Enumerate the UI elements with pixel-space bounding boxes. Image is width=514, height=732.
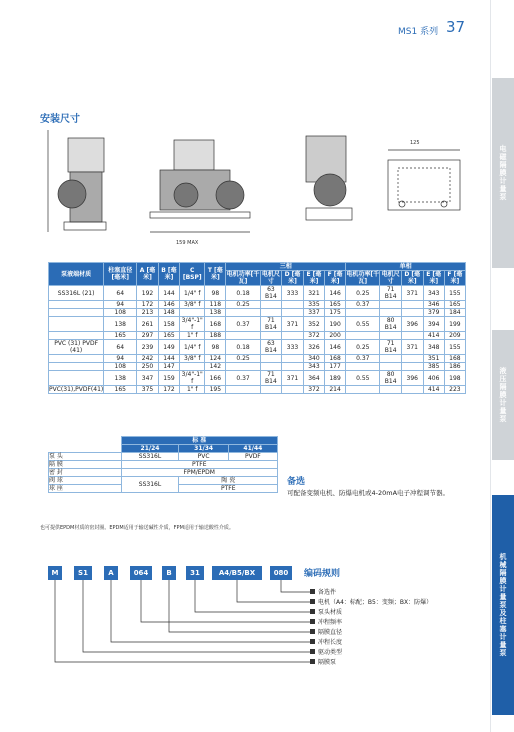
bullet-square-icon [310,599,315,604]
table-cell [226,363,260,371]
table-cell: 138 [104,371,137,386]
table-cell: 94 [104,301,137,309]
table-cell: 94 [104,355,137,363]
col-c: C [BSP] [180,263,205,286]
table-cell: 321 [303,286,324,301]
table-cell: 0.25 [346,286,380,301]
side-tab-electromagnetic[interactable]: 电磁隔膜计量泵 [492,78,514,268]
table-cell: 379 [423,309,444,317]
table-cell [346,363,380,371]
base-plan-view [388,150,460,210]
table-cell [49,363,104,371]
table-cell [49,355,104,363]
table-cell: 146 [325,340,346,355]
table-cell [401,355,423,363]
code-legend-item [310,657,336,666]
code-legend-item [310,637,342,646]
table-cell: 214 [325,386,346,394]
col-pump-material: 泵液端材质 [49,263,104,286]
table-cell: 172 [137,301,159,309]
table-cell: PVC (31) PVDF (41) [49,340,104,355]
table-cell: 340 [303,355,324,363]
col-f-1: F [毫米] [444,271,465,286]
table-cell [49,301,104,309]
code-box-motor: A4/B5/BX [212,566,262,580]
col-b: B [毫米] [158,263,179,286]
table-cell: 71 B14 [380,340,401,355]
table-cell: 147 [158,363,179,371]
side-tab-mechanical[interactable]: 机械隔膜计量泵及柱塞计量泵 [492,495,514,715]
col-power-3: 电机功率[千瓦] [226,271,260,285]
table-cell: 146 [158,301,179,309]
code-legend-item [310,617,342,626]
table-cell: 3/8" f [180,301,205,309]
table-cell: 149 [158,340,179,355]
table-cell: 148 [158,309,179,317]
col-single-phase: 单相 [346,263,466,271]
table-cell [380,386,401,394]
table-cell [346,386,380,394]
series-label: MS1 系列 [398,27,439,37]
table-cell [282,301,304,309]
table-cell: 371 [282,371,304,386]
code-legend-label: 隔膜泵 [318,659,337,666]
table-cell: 165 [444,301,465,309]
table-cell: 1/4" f [180,340,205,355]
table-cell: 98 [205,286,226,301]
table-cell: 155 [444,286,465,301]
table-cell: 71 B14 [380,286,401,301]
table-cell: 343 [423,286,444,301]
table-cell: 394 [423,317,444,332]
code-legend-item [310,627,342,636]
table-cell [282,309,304,317]
table-cell [226,332,260,340]
table-cell: 0.25 [346,340,380,355]
table-cell: 165 [158,332,179,340]
table-cell: 64 [104,340,137,355]
code-legend-label: 驱动类型 [318,649,343,656]
options-title: 备选 [287,477,306,487]
table-cell: 352 [303,317,324,332]
table-cell: 348 [423,340,444,355]
bullet-square-icon [310,609,315,614]
code-31-34: 31/34 [179,445,228,453]
table-cell: 343 [303,363,324,371]
table-cell: 3/4"-1" f [181,371,203,385]
table-cell [260,355,281,363]
table-cell [260,363,281,371]
table-cell [380,363,401,371]
table-cell [380,332,401,340]
table-cell: 250 [137,363,159,371]
code-legend-label: 泵头材质 [318,609,343,616]
table-cell: 71 B14 [260,317,281,332]
table-cell: 188 [205,332,226,340]
table-cell: 0.25 [226,301,260,309]
code-21-24: 21/24 [121,445,179,453]
table-cell: 158 [158,317,179,332]
table-cell: 375 [137,386,159,394]
code-legend-label: 电机（A4：标配；B5：变频；BX：防爆） [318,599,433,606]
table-cell: 144 [158,355,179,363]
table-row [49,301,466,309]
table-row [49,309,466,317]
table-cell: 406 [423,371,444,386]
code-legend-label: 冲程频率 [318,619,343,626]
table-row [49,355,466,363]
table-cell [346,309,380,317]
table-row [49,340,466,355]
table-cell [380,309,401,317]
table-cell [346,332,380,340]
table-cell [260,332,281,340]
table-cell: 0.37 [346,355,380,363]
table-cell [401,363,423,371]
table-cell: 335 [303,301,324,309]
table-cell: 209 [444,332,465,340]
table-cell: 175 [325,309,346,317]
options-text: 可配备变频电机、防爆电机或4-20mA电子冲程调节器。 [287,489,450,497]
dim-label-125: 125 [410,140,420,146]
code-box-s1: S1 [74,566,92,580]
table-cell: 347 [137,371,159,386]
table-cell: 199 [444,317,465,332]
table-cell: 146 [325,286,346,301]
table-cell: 0.18 [226,340,260,355]
table-cell: 239 [137,340,159,355]
table-cell: 198 [444,371,465,386]
table-cell: 371 [282,317,304,332]
table-cell: 333 [282,286,304,301]
table-cell: 0.55 [346,371,380,386]
table-cell: 71 B14 [260,371,281,386]
table-cell [401,386,423,394]
bullet-square-icon [310,649,315,654]
table-cell [282,386,304,394]
table-cell: 98 [205,340,226,355]
table-row [49,286,466,301]
mat-row-label: 隔 膜 [49,461,122,469]
col-e-3: E [毫米] [303,271,324,286]
table-cell: 223 [444,386,465,394]
table-cell: 165 [104,386,137,394]
table-cell: 3/8" f [180,355,205,363]
table-cell: 80 B14 [380,371,401,386]
col-size-1: 电机尺寸 [381,271,400,285]
col-d-3: D [毫米] [282,271,304,286]
table-cell [380,355,401,363]
table-cell [226,386,260,394]
code-leader-lines [48,580,318,680]
code-legend-item [310,647,342,656]
code-box-m: M [48,566,62,580]
pump-end-view [306,136,352,220]
mat-cell: SS316L [121,453,179,461]
table-cell: 213 [137,309,159,317]
bullet-square-icon [310,639,315,644]
table-cell: 142 [205,363,226,371]
table-cell [49,371,104,386]
col-f-3: F [毫米] [325,271,346,286]
table-cell: 118 [205,301,226,309]
table-cell [401,332,423,340]
table-cell: 0.37 [226,317,260,332]
table-cell [401,309,423,317]
table-cell: 64 [104,286,137,301]
table-cell [260,386,281,394]
col-e-1: E [毫米] [423,271,444,286]
table-cell: 372 [303,332,324,340]
table-cell: 1" f [180,386,205,394]
code-legend-label: 冲程长度 [318,639,343,646]
col-a: A [毫米] [137,263,159,286]
table-cell: 0.37 [346,301,380,309]
table-cell: 144 [158,286,179,301]
table-cell [49,332,104,340]
table-cell: 200 [325,332,346,340]
table-cell: 242 [137,355,159,363]
table-cell: 108 [104,363,137,371]
material-header: 标 准 [121,437,278,445]
table-cell: 168 [205,317,226,332]
table-row [49,371,466,386]
mat-cell: PVDF [228,453,277,461]
table-cell: PVC(31),PVDF(41) [49,386,104,393]
table-cell: 186 [444,363,465,371]
table-cell: 364 [303,371,324,386]
code-legend-item [310,597,432,606]
table-cell [180,363,205,371]
table-cell: 3/4"-1" f [181,317,203,331]
table-cell: 326 [303,340,324,355]
table-cell: 168 [325,355,346,363]
table-cell [401,301,423,309]
table-cell: 138 [104,317,137,332]
table-cell: 414 [423,386,444,394]
table-row [49,317,466,332]
table-cell: 0.18 [226,286,260,301]
code-legend-item [310,587,336,596]
table-cell [282,355,304,363]
code-box-a: A [104,566,118,580]
table-row [49,386,466,394]
table-cell: 0.55 [346,317,380,332]
pump-front-view [48,130,106,232]
table-cell [260,309,281,317]
mat-cell: 陶 瓷 [179,477,278,485]
code-box-31: 31 [186,566,204,580]
dim-label-159max: 159 MAX [176,240,199,246]
code-41-44: 41/44 [228,445,277,453]
table-cell [282,332,304,340]
table-cell: 297 [137,332,159,340]
table-cell: 159 [158,371,179,386]
mat-cell: PTFE [121,461,278,469]
table-cell: 351 [423,355,444,363]
table-cell: 189 [325,371,346,386]
mat-cell: SS316L [121,477,179,493]
table-cell: 0.37 [226,371,260,386]
dimension-table [48,262,466,394]
table-cell: 414 [423,332,444,340]
table-cell: 1/4" f [180,286,205,301]
bullet-square-icon [310,629,315,634]
mat-row-label: 泵 头 [49,453,122,461]
table-cell: 192 [137,286,159,301]
table-cell: 166 [205,371,226,386]
table-cell: 346 [423,301,444,309]
table-cell [49,309,104,317]
col-d-1: D [毫米] [401,271,423,286]
table-cell: 165 [325,301,346,309]
bullet-square-icon [310,659,315,664]
mat-row-label: 密 封 [49,469,122,477]
table-cell: 371 [401,286,423,301]
col-t: T [毫米] [205,263,226,286]
table-cell: 1" f [180,332,205,340]
table-cell: 63 B14 [260,340,281,355]
table-cell: 168 [444,355,465,363]
code-legend-label: 备选件 [318,589,337,596]
table-cell: 0.25 [226,355,260,363]
table-row [49,332,466,340]
table-cell: 372 [303,386,324,394]
table-row [49,363,466,371]
mat-row-label: 球 座 [49,485,122,493]
table-cell: 385 [423,363,444,371]
table-cell: 63 B14 [260,286,281,301]
table-cell: 184 [444,309,465,317]
table-cell: 138 [205,309,226,317]
side-tab-hydraulic[interactable]: 液压隔膜计量泵 [492,330,514,460]
material-note: 也可提供EPDM材质的密封圈。EPDM适用于输送碱性介质，FPM适用于输送酸性介质。 [40,525,234,531]
col-size-3: 电机尺寸 [261,271,280,285]
table-cell: 396 [401,371,423,386]
code-box-080: 080 [270,566,292,580]
col-three-phase: 三相 [226,263,346,271]
table-cell: 396 [401,317,423,332]
code-box-064: 064 [130,566,152,580]
table-cell [380,301,401,309]
table-cell: 165 [104,332,137,340]
section-title: 安装尺寸 [40,114,80,125]
code-box-b: B [162,566,176,580]
table-cell: 155 [444,340,465,355]
side-divider [490,0,491,732]
table-cell: 261 [137,317,159,332]
code-title: 编码规则 [304,569,341,579]
table-cell: 124 [205,355,226,363]
table-cell: 371 [401,340,423,355]
table-cell: 177 [325,363,346,371]
table-cell [282,363,304,371]
col-plunger: 柱塞直径[毫米] [104,263,137,286]
mat-cell: FPM/EPDM [121,469,278,477]
table-cell: 172 [158,386,179,394]
table-cell [260,301,281,309]
dimension-drawings [40,120,490,250]
table-cell: 333 [282,340,304,355]
table-cell [226,309,260,317]
material-table [48,436,278,493]
table-cell [180,309,205,317]
table-cell: 80 B14 [380,317,401,332]
table-cell: SS316L (21) [49,286,104,301]
pump-side-view [150,140,250,232]
table-cell [49,317,104,332]
mat-cell: PTFE [179,485,278,493]
mat-cell: PVC [179,453,228,461]
bullet-square-icon [310,619,315,624]
bullet-square-icon [310,589,315,594]
table-cell: 337 [303,309,324,317]
code-legend-label: 隔膜直径 [318,629,343,636]
table-cell: 195 [205,386,226,394]
page-number: 37 [446,18,466,36]
mat-row-label: 阀 球 [49,477,122,485]
code-legend-item [310,607,342,616]
table-cell: 190 [325,317,346,332]
table-cell: 108 [104,309,137,317]
col-power-1: 电机功率[千瓦] [346,271,380,285]
